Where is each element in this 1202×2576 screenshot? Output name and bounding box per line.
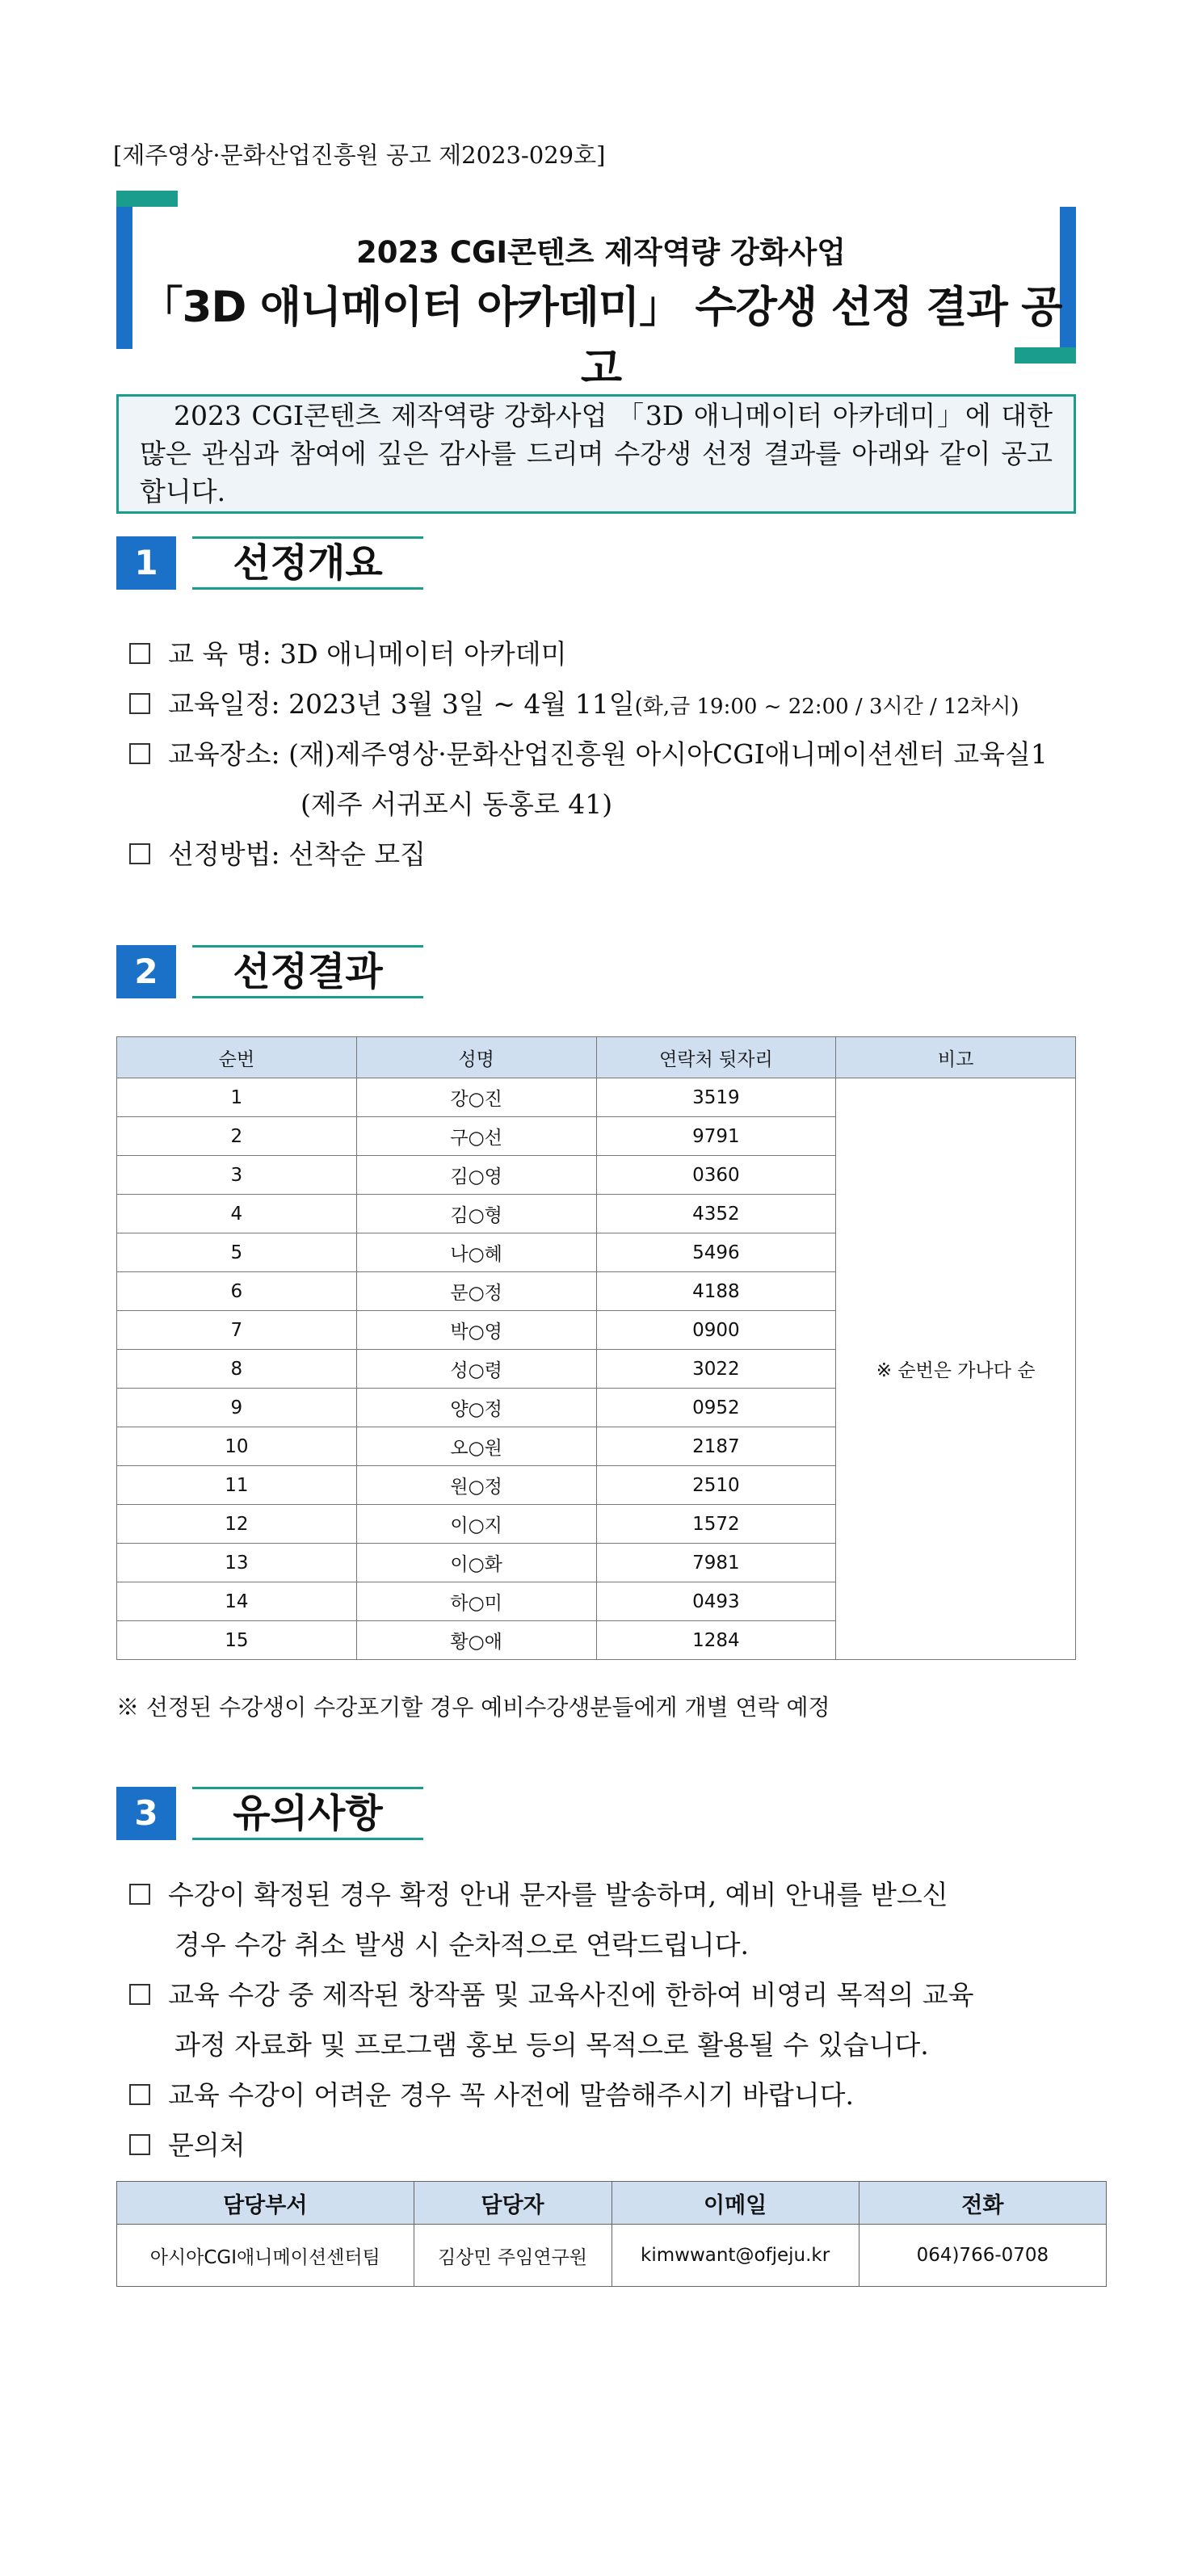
note-4-text: 문의처 bbox=[168, 2129, 246, 2161]
row-phone-suffix: 3022 bbox=[596, 1350, 836, 1389]
row-number: 5 bbox=[117, 1233, 357, 1272]
row-name: 양○정 bbox=[356, 1389, 596, 1427]
section-3-number: 3 bbox=[116, 1787, 176, 1840]
overview-method-text: 선정방법: 선착순 모집 bbox=[168, 838, 426, 870]
note-2 bbox=[129, 1974, 973, 2012]
result-table bbox=[116, 1036, 1076, 1660]
note-1-text: 수강이 확정된 경우 확정 안내 문자를 발송하며, 예비 안내를 받으신 bbox=[168, 1879, 948, 1910]
section-1-number: 1 bbox=[116, 536, 176, 590]
contact-row bbox=[117, 2225, 1107, 2287]
overview-address: (제주 서귀포시 동홍로 41) bbox=[300, 788, 613, 820]
row-phone-suffix: 1284 bbox=[596, 1621, 836, 1660]
row-name: 김○형 bbox=[356, 1195, 596, 1233]
section-2-title: 선정결과 bbox=[192, 945, 423, 998]
row-name: 오○원 bbox=[356, 1427, 596, 1466]
header-cell: 연락처 뒷자리 bbox=[596, 1037, 836, 1078]
overview-schedule-text: 교육일정: 2023년 3월 3일 ~ 4월 11일 bbox=[168, 688, 635, 720]
row-name: 나○혜 bbox=[356, 1233, 596, 1272]
row-name: 박○영 bbox=[356, 1311, 596, 1350]
checkbox-icon bbox=[129, 643, 150, 664]
row-number: 14 bbox=[117, 1582, 357, 1621]
section-2-number: 2 bbox=[116, 945, 176, 998]
section-3-title: 유의사항 bbox=[192, 1787, 423, 1840]
row-number: 15 bbox=[117, 1621, 357, 1660]
title-frame-teal-top bbox=[116, 191, 178, 207]
row-name: 황○애 bbox=[356, 1621, 596, 1660]
row-number: 10 bbox=[117, 1427, 357, 1466]
row-phone-suffix: 0360 bbox=[596, 1156, 836, 1195]
row-phone-suffix: 4188 bbox=[596, 1272, 836, 1311]
header-cell: 순번 bbox=[117, 1037, 357, 1078]
overview-place bbox=[129, 733, 1048, 771]
contact-table bbox=[116, 2181, 1107, 2287]
overview-course bbox=[129, 633, 567, 671]
overview-course-text: 교 육 명: 3D 애니메이터 아카데미 bbox=[168, 638, 567, 670]
row-phone-suffix: 5496 bbox=[596, 1233, 836, 1272]
checkbox-icon bbox=[129, 743, 150, 764]
section-1-title: 선정개요 bbox=[192, 536, 423, 590]
row-name: 구○선 bbox=[356, 1117, 596, 1156]
note-1 bbox=[129, 1874, 948, 1912]
checkbox-icon bbox=[129, 2134, 150, 2155]
row-phone-suffix: 0952 bbox=[596, 1389, 836, 1427]
note-2-cont: 과정 자료화 및 프로그램 홍보 등의 목적으로 활용될 수 있습니다. bbox=[174, 2029, 929, 2061]
header-cell: 비고 bbox=[836, 1037, 1076, 1078]
overview-schedule bbox=[129, 683, 1019, 721]
header-cell: 성명 bbox=[356, 1037, 596, 1078]
note-1-cont: 경우 수강 취소 발생 시 순차적으로 연락드립니다. bbox=[174, 1929, 749, 1960]
overview-schedule-detail: (화,금 19:00 ~ 22:00 / 3시간 / 12차시) bbox=[634, 695, 1019, 719]
intro-text: 2023 CGI콘텐츠 제작역량 강화사업 「3D 애니메이터 아카데미」에 대한 많은 관심과 참여에 깊은 감사를 드리며 수강생 선정 결과를 아래와 같이 공고합니다. bbox=[140, 400, 1053, 507]
contact-person: 김상민 주임연구원 bbox=[414, 2225, 612, 2287]
header-cell: 이메일 bbox=[612, 2182, 859, 2225]
row-number: 11 bbox=[117, 1466, 357, 1505]
row-number: 7 bbox=[117, 1311, 357, 1350]
table-note: ※ 선정된 수강생이 수강포기할 경우 예비수강생분들에게 개별 연락 예정 bbox=[116, 1694, 830, 1721]
row-name: 문○정 bbox=[356, 1272, 596, 1311]
note-4 bbox=[129, 2124, 246, 2162]
note-2-text: 교육 수강 중 제작된 창작품 및 교육사진에 한하여 비영리 목적의 교육 bbox=[168, 1979, 974, 2011]
row-number: 12 bbox=[117, 1505, 357, 1544]
row-number: 4 bbox=[117, 1195, 357, 1233]
result-table-header bbox=[117, 1037, 1076, 1078]
checkbox-icon bbox=[129, 843, 150, 864]
row-phone-suffix: 2187 bbox=[596, 1427, 836, 1466]
contact-email: kimwwant@ofjeju.kr bbox=[612, 2225, 859, 2287]
row-phone-suffix: 2510 bbox=[596, 1466, 836, 1505]
row-number: 9 bbox=[117, 1389, 357, 1427]
row-phone-suffix: 0900 bbox=[596, 1311, 836, 1350]
overview-place-text: 교육장소: (재)제주영상·문화산업진흥원 아시아CGI애니메이션센터 교육실1 bbox=[168, 738, 1048, 770]
remark-cell: ※ 순번은 가나다 순 bbox=[836, 1078, 1076, 1660]
row-name: 이○지 bbox=[356, 1505, 596, 1544]
notice-number: [제주영상·문화산업진흥원 공고 제2023-029호] bbox=[113, 141, 606, 169]
note-3-text: 교육 수강이 어려운 경우 꼭 사전에 말씀해주시기 바랍니다. bbox=[168, 2079, 854, 2111]
checkbox-icon bbox=[129, 2084, 150, 2105]
row-phone-suffix: 7981 bbox=[596, 1544, 836, 1582]
header-cell: 담당부서 bbox=[117, 2182, 414, 2225]
checkbox-icon bbox=[129, 1984, 150, 2005]
row-number: 1 bbox=[117, 1078, 357, 1117]
header-cell: 담당자 bbox=[414, 2182, 612, 2225]
row-name: 이○화 bbox=[356, 1544, 596, 1582]
row-number: 3 bbox=[117, 1156, 357, 1195]
table-row bbox=[117, 1078, 1076, 1117]
row-name: 하○미 bbox=[356, 1582, 596, 1621]
row-name: 성○령 bbox=[356, 1350, 596, 1389]
row-phone-suffix: 9791 bbox=[596, 1117, 836, 1156]
overview-method bbox=[129, 834, 426, 872]
row-number: 8 bbox=[117, 1350, 357, 1389]
contact-header bbox=[117, 2182, 1107, 2225]
row-phone-suffix: 1572 bbox=[596, 1505, 836, 1544]
row-phone-suffix: 0493 bbox=[596, 1582, 836, 1621]
row-number: 2 bbox=[117, 1117, 357, 1156]
title-line-1: 2023 CGI콘텐츠 제작역량 강화사업 bbox=[355, 235, 847, 270]
row-name: 원○정 bbox=[356, 1466, 596, 1505]
page-title: 「3D 애니메이터 아카데미」 수강생 선정 결과 공고 bbox=[140, 283, 1062, 393]
row-phone-suffix: 4352 bbox=[596, 1195, 836, 1233]
contact-dept: 아시아CGI애니메이션센터팀 bbox=[117, 2225, 414, 2287]
checkbox-icon bbox=[129, 1884, 150, 1905]
row-name: 김○영 bbox=[356, 1156, 596, 1195]
header-cell: 전화 bbox=[859, 2182, 1106, 2225]
intro-box bbox=[116, 394, 1076, 514]
checkbox-icon bbox=[129, 693, 150, 714]
row-name: 강○진 bbox=[356, 1078, 596, 1117]
note-3 bbox=[129, 2074, 854, 2112]
row-phone-suffix: 3519 bbox=[596, 1078, 836, 1117]
row-number: 6 bbox=[117, 1272, 357, 1311]
contact-phone: 064)766-0708 bbox=[859, 2225, 1106, 2287]
row-number: 13 bbox=[117, 1544, 357, 1582]
